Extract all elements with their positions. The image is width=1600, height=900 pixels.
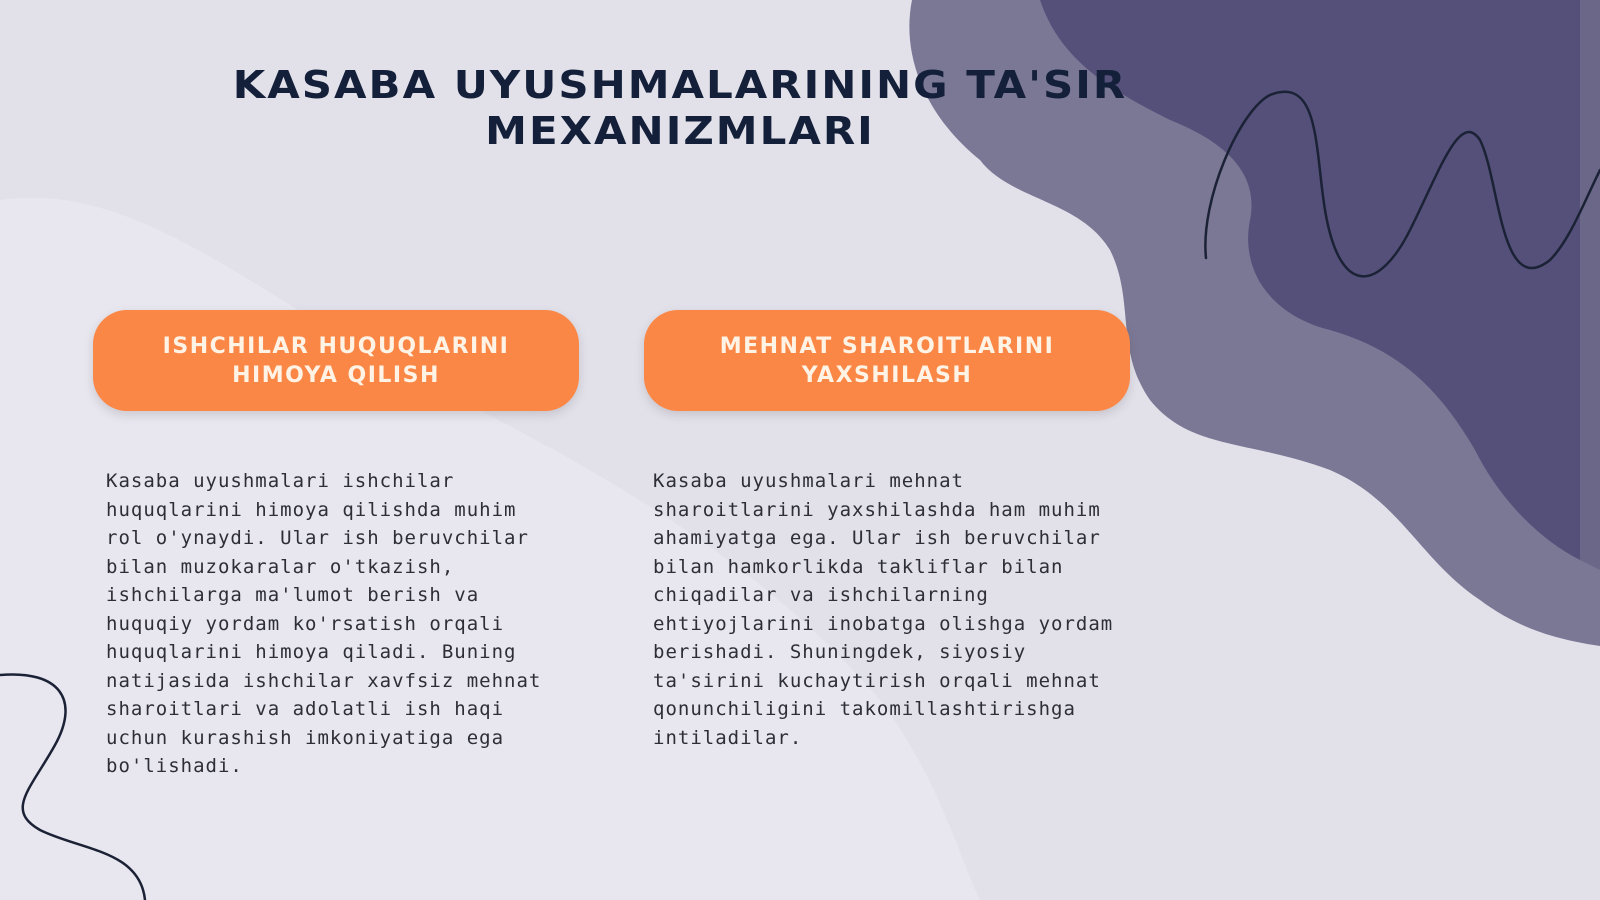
card-heading-label: ISHCHILAR HUQUQLARINI HIMOYA QILISH xyxy=(162,333,510,388)
right-edge-stripe xyxy=(1580,0,1600,570)
card-heading-pill-workers-rights xyxy=(93,310,579,411)
card-body-text-workers-rights: Kasaba uyushmalari ishchilar huquqlarini himoya qilishda muhim rol o'ynaydi. Ular ish beruvchilar bilan muzokaralar o'tkazish, ishchilarga ma'lumot berish va huquqiy yordam ko'rsatish orqali huquqlarini himoya qiladi. Buning natijasida ishchilar xavfsiz mehnat sharoitlari va adolatli ish haqi uchun kurashish imkoniyatiga ega bo'lishadi. xyxy=(106,470,542,777)
card-heading-label: MEHNAT SHAROITLARINI YAXSHILASH xyxy=(719,333,1055,388)
card-heading-pill-working-conditions xyxy=(644,310,1130,411)
card-body-text-working-conditions: Kasaba uyushmalari mehnat sharoitlarini yaxshilashda ham muhim ahamiyatga ega. Ular ish beruvchilar bilan hamkorlikda takliflar bilan chiqadilar va ishchilarning ehtiyojlarini inobatga olishga yordam berishadi. Shuningdek, siyosiy ta'sirini kuchaytirish orqali mehnat qonunchiligini takomillashtirishga intiladilar. xyxy=(653,470,1114,749)
slide-title: KASABA UYUSHMALARINING TA'SIR MEXANIZMLARI xyxy=(232,62,1128,154)
